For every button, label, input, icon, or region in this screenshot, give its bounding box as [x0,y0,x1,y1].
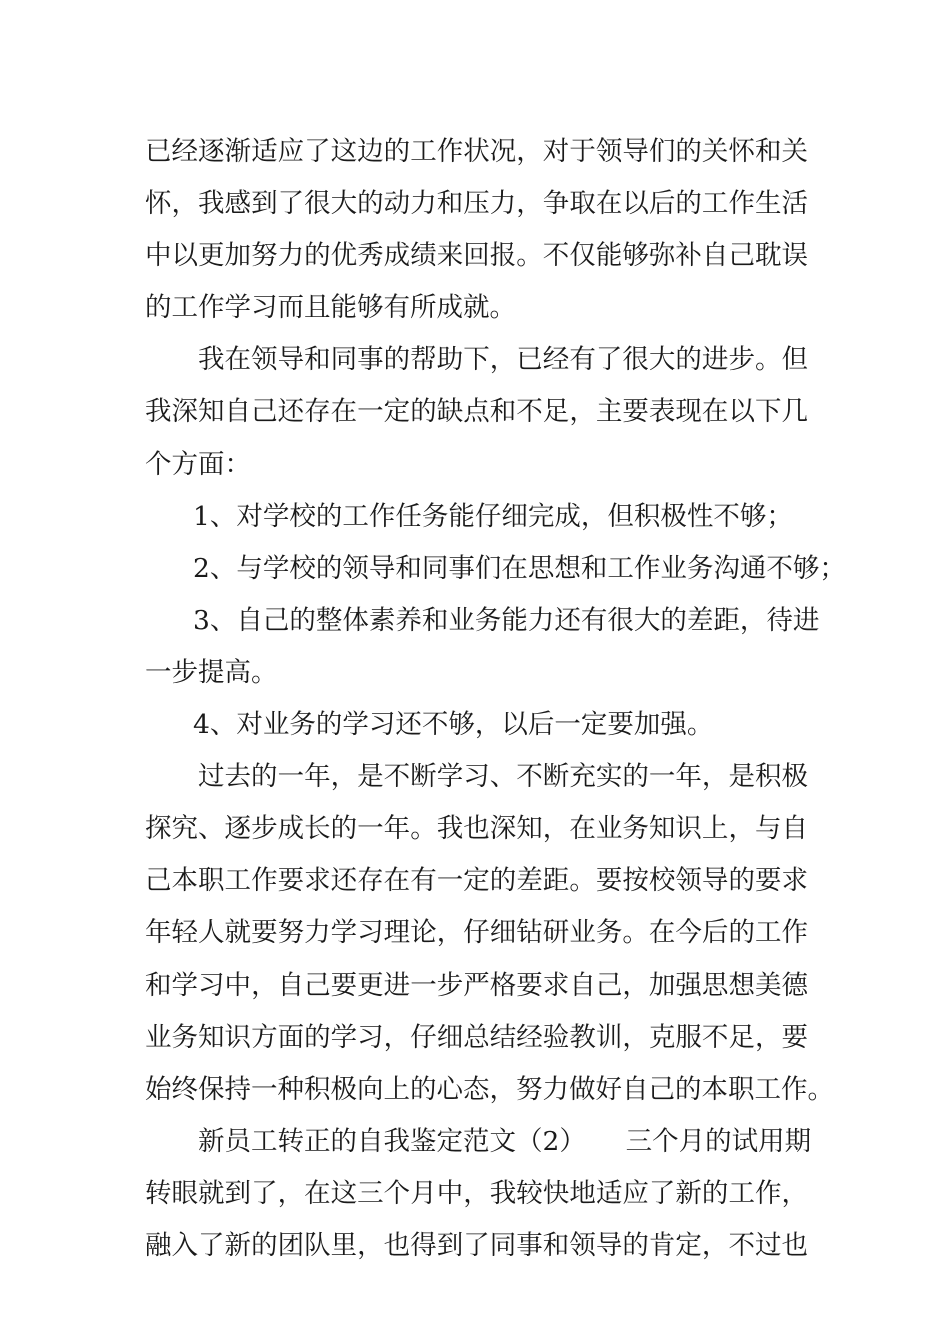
section-heading-line: 新员工转正的自我鉴定范文（2） 三个月的试用期 [198,1125,812,1157]
text-line: 转眼就到了，在这三个月中，我较快地适应了新的工作， [145,1177,808,1209]
text-line: 过去的一年，是不断学习、不断充实的一年，是积极 [198,761,808,793]
text-line: 己本职工作要求还存在有一定的差距。要按校领导的要求 [145,865,808,897]
text-line: 我在领导和同事的帮助下，已经有了很大的进步。但 [198,344,808,376]
text-line: 始终保持一种积极向上的心态，努力做好自己的本职工作。 [145,1073,834,1105]
list-item-line: 2、与学校的领导和同事们在思想和工作业务沟通不够； [193,552,846,584]
list-item-line: 3、自己的整体素养和业务能力还有很大的差距，待进 [193,604,820,636]
text-line: 中以更加努力的优秀成绩来回报。不仅能够弥补自己耽误 [145,240,808,272]
text-line: 融入了新的团队里，也得到了同事和领导的肯定，不过也 [145,1229,808,1261]
text-line: 业务知识方面的学习，仔细总结经验教训，克服不足，要 [145,1021,808,1053]
list-item-line: 1、对学校的工作任务能仔细完成，但积极性不够； [193,500,793,532]
text-line: 探究、逐步成长的一年。我也深知，在业务知识上，与自 [145,813,808,845]
list-item-line: 4、对业务的学习还不够，以后一定要加强。 [193,709,714,741]
document-body [145,126,846,1272]
text-line: 我深知自己还存在一定的缺点和不足，主要表现在以下几 [145,396,808,428]
text-line: 一步提高。 [145,656,278,688]
text-line: 个方面： [145,448,251,480]
text-line: 已经逐渐适应了这边的工作状况，对于领导们的关怀和关 [145,136,808,167]
text-line: 年轻人就要努力学习理论，仔细钻研业务。在今后的工作 [145,917,808,949]
text-line: 和学习中，自己要更进一步严格要求自己，加强思想美德 [145,969,808,1001]
text-line: 怀，我感到了很大的动力和压力，争取在以后的工作生活 [145,188,808,220]
text-line: 的工作学习而且能够有所成就。 [145,292,516,324]
